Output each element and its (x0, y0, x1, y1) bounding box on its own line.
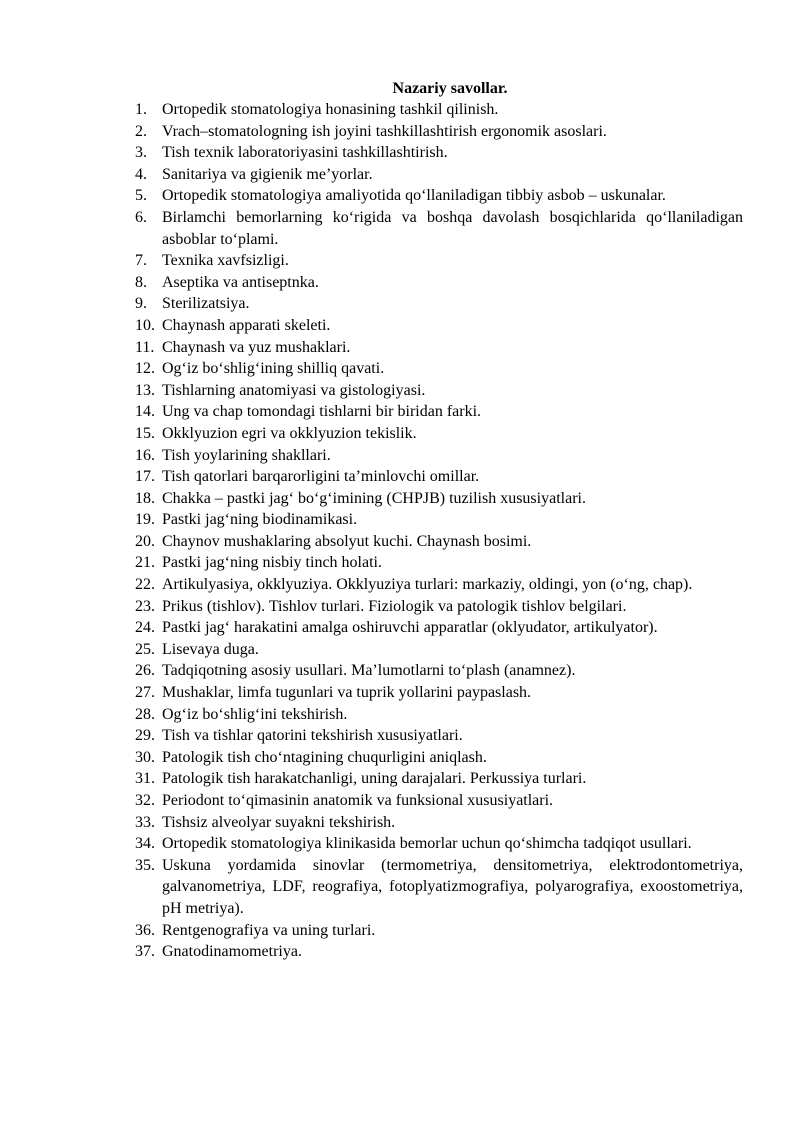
question-text: Patologik tish cho‘ntagining chuqurligini aniqlash. (162, 748, 487, 766)
question-text: Tish qatorlari barqarorligini ta’minlovchi omillar. (162, 468, 480, 486)
question-item (135, 488, 743, 510)
question-text: Tish yoylarining shakllari. (162, 446, 331, 464)
question-text: Ortopedik stomatologiya amaliyotida qo‘llaniladigan tibbiy asbob – uskunalar. (162, 187, 666, 205)
question-item (135, 768, 743, 790)
question-text: Sterilizatsiya. (162, 295, 250, 313)
question-text: Tishlarning anatomiyasi va gistologiyasi. (162, 381, 426, 399)
question-item (135, 121, 743, 143)
question-number: 10. (135, 316, 155, 334)
question-number: 1. (135, 101, 147, 118)
question-item (135, 941, 743, 963)
question-item (135, 747, 743, 769)
question-item (135, 812, 743, 834)
question-number: 17. (135, 468, 155, 486)
question-item (135, 682, 743, 704)
question-item (135, 466, 743, 488)
question-text: Aseptika va antiseptnka. (162, 273, 319, 291)
question-text: Vrach–stomatologning ish joyini tashkillashtirish ergonomik asoslari. (162, 122, 607, 140)
question-number: 27. (135, 684, 155, 702)
question-item (135, 358, 743, 380)
question-item (135, 142, 743, 164)
question-number: 15. (135, 424, 155, 442)
question-number: 37. (135, 943, 155, 961)
question-item (135, 920, 743, 942)
question-item (135, 99, 743, 121)
question-text: Chaynov mushaklaring absolyut kuchi. Chaynash bosimi. (162, 532, 532, 550)
question-item (135, 380, 743, 402)
question-text: Mushaklar, limfa tugunlari va tuprik yollarini paypaslash. (162, 684, 532, 702)
question-number: 14. (135, 403, 155, 421)
question-number: 22. (135, 576, 155, 594)
question-number: 29. (135, 727, 155, 745)
question-text: Ortopedik stomatologiya honasining tashkil qilinish. (162, 101, 499, 118)
question-text: Pastki jag‘ harakatini amalga oshiruvchi apparatlar (oklyudator, artikulyator). (162, 619, 658, 637)
question-number: 16. (135, 446, 155, 464)
question-text: Lisevaya duga. (162, 640, 259, 658)
question-text: Chakka – pastki jag‘ bo‘g‘imining (CHPJB) tuzilish xususiyatlari. (162, 489, 586, 507)
question-text: Chaynash va yuz mushaklari. (162, 338, 351, 356)
question-text: Og‘iz bo‘shlig‘ining shilliq qavati. (162, 360, 385, 378)
question-text: Tadqiqotning asosiy usullari. Ma’lumotlarni to‘plash (anamnez). (162, 662, 576, 680)
question-number: 26. (135, 662, 155, 680)
question-item (135, 164, 743, 186)
question-item (135, 855, 743, 920)
question-item (135, 401, 743, 423)
question-number: 9. (135, 295, 147, 313)
question-text: Ung va chap tomondagi tishlarni bir biridan farki. (162, 403, 482, 421)
question-item (135, 660, 743, 682)
question-text: Gnatodinamometriya. (162, 943, 302, 961)
question-number: 24. (135, 619, 155, 637)
question-item (135, 725, 743, 747)
question-text: Artikulyasiya, okklyuziya. Okklyuziya turlari: markaziy, oldingi, yon (o‘ng, chap). (162, 576, 693, 594)
question-number: 11. (135, 338, 155, 356)
question-number: 18. (135, 489, 155, 507)
question-number: 13. (135, 381, 155, 399)
question-list (135, 99, 743, 963)
question-text: Og‘iz bo‘shlig‘ini tekshirish. (162, 705, 348, 723)
question-number: 25. (135, 640, 155, 658)
question-item (135, 337, 743, 359)
question-number: 35. (135, 856, 155, 874)
question-text: Periodont to‘qimasinin anatomik va funksional xususiyatlari. (162, 792, 554, 809)
question-number: 5. (135, 187, 147, 205)
question-number: 19. (135, 511, 155, 529)
question-item (135, 531, 743, 553)
question-item (135, 552, 743, 574)
question-number: 23. (135, 597, 155, 615)
question-item (135, 617, 743, 639)
question-text: Prikus (tishlov). Tishlov turlari. Fiziologik va patologik tishlov belgilari. (162, 597, 627, 615)
question-number: 33. (135, 813, 155, 831)
question-item (135, 445, 743, 467)
question-item (135, 596, 743, 618)
question-text: Rentgenografiya va uning turlari. (162, 921, 376, 939)
page-title: Nazariy savollar. (392, 80, 508, 97)
question-item (135, 574, 743, 596)
question-number: 3. (135, 144, 147, 162)
question-text: Tish texnik laboratoriyasini tashkillashtirish. (162, 144, 448, 162)
question-number: 34. (135, 835, 155, 853)
question-number: 31. (135, 770, 155, 788)
question-item (135, 293, 743, 315)
question-text: Pastki jag‘ning biodinamikasi. (162, 511, 358, 529)
question-number: 21. (135, 554, 155, 572)
question-text: Uskuna yordamida sinovlar (termometriya, densitometriya, elektrodontometriya, galvanometriya, LDF, reografiya, fotoplyatizmografiya, polyarografiya, exoostometriya, pH metriya). (162, 856, 743, 917)
question-number: 7. (135, 252, 147, 270)
question-text: Pastki jag‘ning nisbiy tinch holati. (162, 554, 382, 572)
question-number: 36. (135, 921, 155, 939)
question-item (135, 704, 743, 726)
question-item (135, 185, 743, 207)
question-item (135, 790, 743, 812)
question-item (135, 423, 743, 445)
question-number: 20. (135, 532, 155, 550)
question-item (135, 509, 743, 531)
question-text: Patologik tish harakatchanligi, uning darajalari. Perkussiya turlari. (162, 770, 587, 788)
question-item (135, 250, 743, 272)
question-item (135, 272, 743, 294)
question-text: Tish va tishlar qatorini tekshirish xususiyatlari. (162, 727, 463, 745)
question-text: Tishsiz alveolyar suyakni tekshirish. (162, 813, 396, 831)
question-item (135, 315, 743, 337)
question-item (135, 207, 743, 250)
question-number: 30. (135, 748, 155, 766)
question-text: Ortopedik stomatologiya klinikasida bemorlar uchun qo‘shimcha tadqiqot usullari. (162, 835, 692, 853)
question-text: Okklyuzion egri va okklyuzion tekislik. (162, 424, 417, 442)
question-number: 8. (135, 273, 147, 291)
question-text: Chaynash apparati skeleti. (162, 316, 331, 334)
question-text: Sanitariya va gigienik me’yorlar. (162, 165, 373, 183)
question-text: Birlamchi bemorlarning ko‘rigida va boshqa davolash bosqichlarida qo‘llaniladigan asboblar to‘plami. (162, 208, 743, 248)
question-number: 2. (135, 122, 147, 140)
question-number: 6. (135, 208, 147, 226)
question-text: Texnika xavfsizligi. (162, 252, 289, 270)
question-item (135, 833, 743, 855)
question-number: 4. (135, 165, 147, 183)
question-number: 32. (135, 792, 155, 809)
question-item (135, 639, 743, 661)
question-number: 12. (135, 360, 155, 378)
question-number: 28. (135, 705, 155, 723)
